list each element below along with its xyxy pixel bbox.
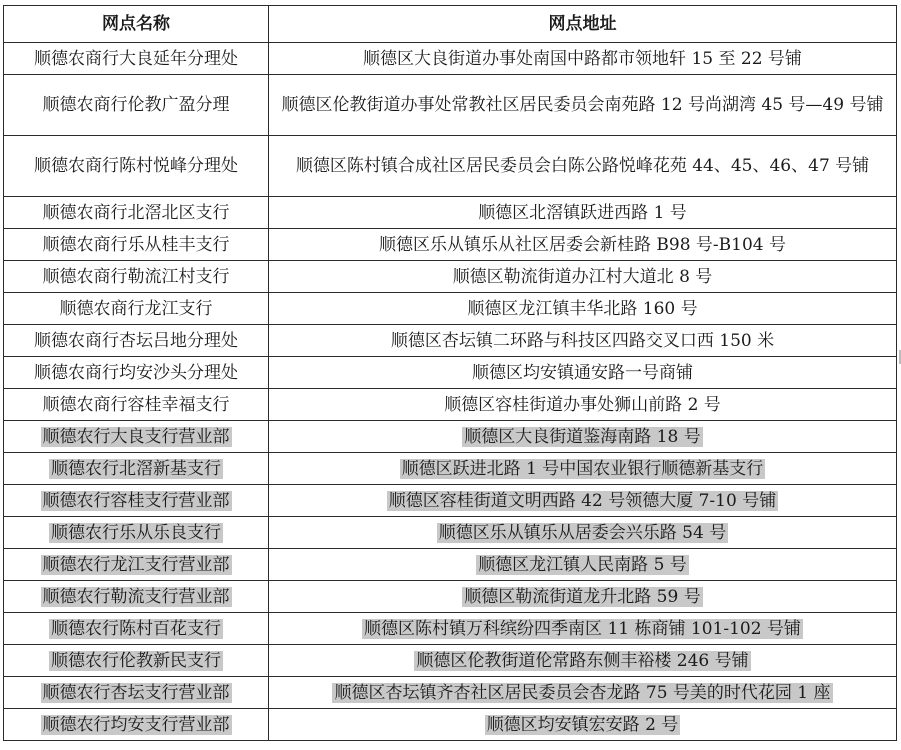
branch-name: 顺德农行陈村百花支行 — [51, 618, 221, 639]
branch-address-cell — [269, 613, 897, 645]
branch-name-cell — [4, 325, 269, 357]
branch-address: 顺德区容桂街道文明西路 42 号领德大厦 7-10 号铺 — [388, 490, 777, 511]
table-row — [4, 549, 897, 581]
table-row — [4, 645, 897, 677]
table-row — [4, 325, 897, 357]
branch-name: 顺德农行杏坛支行营业部 — [42, 682, 230, 703]
branch-name: 顺德农商行北滘北区支行 — [42, 202, 230, 223]
branch-address-cell — [269, 229, 897, 261]
branch-address-cell — [269, 645, 897, 677]
branch-address: 顺德区杏坛镇二环路与科技区四路交叉口西 150 米 — [390, 330, 775, 351]
branch-name-cell — [4, 389, 269, 421]
table-row — [4, 485, 897, 517]
branch-name-cell — [4, 485, 269, 517]
branch-name-cell — [4, 197, 269, 229]
table-header-row — [4, 6, 897, 43]
branch-name: 顺德农商行乐从桂丰支行 — [42, 234, 230, 255]
branch-name: 顺德农商行大良延年分理处 — [34, 48, 238, 69]
table-row — [4, 75, 897, 136]
branch-name-cell — [4, 677, 269, 709]
branch-name: 顺德农商行伦教广盈分理 — [42, 95, 230, 115]
branch-name-cell — [4, 136, 269, 197]
branch-name: 顺德农行均安支行营业部 — [42, 714, 230, 735]
branch-address: 顺德区乐从镇乐从社区居委会新桂路 B98 号-B104 号 — [378, 234, 787, 255]
table-row — [4, 357, 897, 389]
branch-address: 顺德区伦教街道办事处常教社区居民委员会南苑路 12 号尚湖湾 45 号—49 号铺 — [281, 95, 884, 115]
branch-address: 顺德区勒流街道办江村大道北 8 号 — [452, 266, 713, 287]
branch-address-cell — [269, 453, 897, 485]
branch-address-cell — [269, 485, 897, 517]
branch-address: 顺德区龙江镇丰华北路 160 号 — [467, 298, 698, 319]
branch-address: 顺德区北滘镇跃进西路 1 号 — [478, 202, 687, 223]
table-row — [4, 261, 897, 293]
branch-address: 顺德区陈村镇合成社区居民委员会白陈公路悦峰花苑 44、45、46、47 号铺 — [295, 156, 870, 176]
branch-address-cell — [269, 581, 897, 613]
branch-address-cell — [269, 389, 897, 421]
table-row — [4, 293, 897, 325]
table-row — [4, 389, 897, 421]
branch-name-cell — [4, 549, 269, 581]
branch-address: 顺德区大良街道办事处南国中路都市领地轩 15 至 22 号铺 — [363, 48, 802, 69]
branch-name: 顺德农行勒流支行营业部 — [42, 586, 230, 607]
branch-address-cell — [269, 709, 897, 741]
branch-address: 顺德区容桂街道办事处狮山前路 2 号 — [444, 394, 721, 415]
branch-name: 顺德农行乐从乐良支行 — [51, 522, 221, 543]
table-row — [4, 197, 897, 229]
branch-name-cell — [4, 261, 269, 293]
branch-address: 顺德区跃进北路 1 号中国农业银行顺德新基支行 — [401, 458, 764, 479]
branch-name: 顺德农行北滘新基支行 — [51, 458, 221, 479]
table-row — [4, 136, 897, 197]
branch-name-cell — [4, 517, 269, 549]
table-row — [4, 453, 897, 485]
branch-address-cell — [269, 293, 897, 325]
branch-address: 顺德区伦教街道伦常路东侧丰裕楼 246 号铺 — [416, 650, 749, 671]
branch-name: 顺德农商行勒流江村支行 — [42, 266, 230, 287]
branch-address: 顺德区杏坛镇齐杏社区居民委员会杏龙路 75 号美的时代花园 1 座 — [334, 682, 831, 703]
branch-name-cell — [4, 75, 269, 136]
branch-address-cell — [269, 357, 897, 389]
branch-name-cell — [4, 453, 269, 485]
table-row — [4, 43, 897, 75]
branch-address: 顺德区均安镇通安路一号商铺 — [472, 362, 693, 383]
branch-name: 顺德农行大良支行营业部 — [42, 426, 230, 447]
branch-address: 顺德区大良街道鉴海南路 18 号 — [464, 426, 701, 447]
table-row — [4, 709, 897, 741]
branch-address: 顺德区乐从镇乐从居委会兴乐路 54 号 — [438, 522, 727, 543]
branch-name: 顺德农商行陈村悦峰分理处 — [34, 156, 238, 176]
branch-address-cell — [269, 43, 897, 75]
table-row — [4, 581, 897, 613]
branch-name-cell — [4, 421, 269, 453]
branch-name-cell — [4, 709, 269, 741]
branch-address: 顺德区龙江镇人民南路 5 号 — [478, 554, 687, 575]
branch-name-cell — [4, 229, 269, 261]
branch-address-cell — [269, 75, 897, 136]
header-branch-address: 网点地址 — [269, 6, 897, 43]
table-row — [4, 229, 897, 261]
table-row — [4, 517, 897, 549]
branch-table — [3, 5, 897, 741]
branch-name: 顺德农商行龙江支行 — [59, 298, 213, 319]
branch-name: 顺德农商行容桂幸福支行 — [42, 394, 230, 415]
table-row — [4, 613, 897, 645]
branch-name: 顺德农商行杏坛吕地分理处 — [34, 330, 238, 351]
branch-address: 顺德区均安镇宏安路 2 号 — [486, 714, 679, 735]
branch-name-cell — [4, 43, 269, 75]
branch-name-cell — [4, 645, 269, 677]
branch-name-cell — [4, 293, 269, 325]
branch-name-cell — [4, 581, 269, 613]
branch-address-cell — [269, 261, 897, 293]
branch-address-cell — [269, 677, 897, 709]
branch-address-cell — [269, 517, 897, 549]
branch-name-cell — [4, 613, 269, 645]
table-row — [4, 421, 897, 453]
branch-address-cell — [269, 549, 897, 581]
header-branch-name: 网点名称 — [4, 6, 269, 43]
branch-name-cell — [4, 357, 269, 389]
branch-address: 顺德区勒流街道龙升北路 59 号 — [464, 586, 701, 607]
branch-name: 顺德农行容桂支行营业部 — [42, 490, 230, 511]
branch-name: 顺德农行龙江支行营业部 — [42, 554, 230, 575]
table-body — [4, 43, 897, 741]
branch-name: 顺德农商行均安沙头分理处 — [34, 362, 238, 383]
table-row — [4, 677, 897, 709]
branch-address: 顺德区陈村镇万科缤纷四季南区 11 栋商铺 101-102 号铺 — [364, 618, 801, 639]
branch-address-cell — [269, 421, 897, 453]
branch-address-cell — [269, 136, 897, 197]
branch-address-cell — [269, 325, 897, 357]
branch-address-cell — [269, 197, 897, 229]
branch-name: 顺德农行伦教新民支行 — [51, 650, 221, 671]
